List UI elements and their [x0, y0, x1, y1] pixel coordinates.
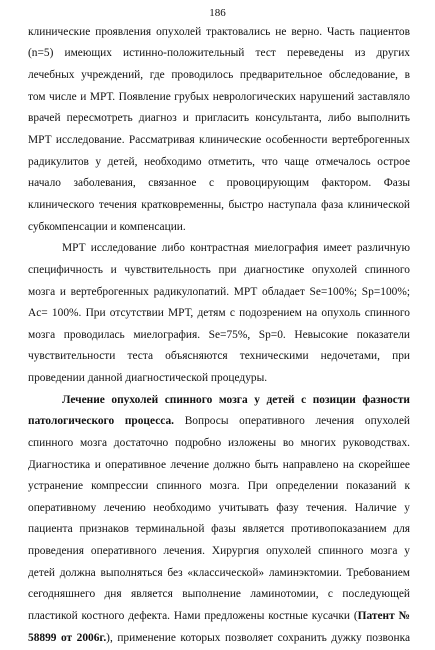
text-line	[28, 414, 410, 428]
text-line: пациента признаков терминальной фазы является противопоказанием для	[28, 523, 410, 535]
text-line: клинического течения кратковременны, быстро наступала фаза клинической	[28, 199, 410, 211]
patent-reference: Патент №	[357, 610, 410, 622]
text-line: мозга проводилась миелография. Se=75%, Sp=0. Невысокие показатели	[28, 329, 410, 341]
section-heading-continued: патологического процесса.	[28, 415, 174, 427]
text-fragment: Вопросы оперативного лечения опухолей	[174, 415, 411, 427]
text-line: МРТ исследование. Рассматривая клинические особенности вертеброгенных	[28, 134, 410, 146]
text-line: спинного мозга достаточно подробно изложены во многих руководствах.	[28, 437, 410, 449]
text-line: том числе и МРТ. Появление грубых неврологических нарушений заставляло	[28, 91, 410, 103]
text-line	[28, 609, 410, 623]
patent-reference-continued: 58899 от 2006г.	[28, 632, 107, 644]
text-line: мозга и вертеброгенных радикулопатий. МРТ обладает Se=100%; Sp=100%;	[28, 286, 410, 298]
text-line: субкомпенсации и компенсации.	[28, 221, 186, 233]
text-fragment: пластикой костного дефекта. Нами предложены костные кусачки (	[28, 610, 358, 622]
text-line: начало заболевания, связанное с провоцирующим фактором. Фазы	[28, 177, 410, 189]
text-line: радикулитов у детей, необходимо отметить, что чаще отмечалось острое	[28, 156, 410, 168]
text-line: Диагностика и оперативное лечение должно быть направлено на скорейшее	[28, 459, 410, 471]
text-line: клинические проявления опухолей трактовались не верно. Часть пациентов	[28, 26, 410, 38]
text-fragment: ), применение которых позволяет сохранить дужку позвонка	[106, 632, 410, 644]
page-number: 186	[209, 7, 226, 19]
text-line	[28, 631, 410, 645]
text-line: лечебных учреждений, где проводилось предварительное обследование, в	[28, 69, 410, 81]
text-line: (n=5) имеющих истинно-положительный тест переведены из других	[28, 47, 410, 59]
text-line: врачей пересмотреть диагноз и пригласить консультанта, либо выполнить	[28, 112, 410, 124]
text-line: проведения оперативного лечения. Хирургия опухолей спинного мозга у	[28, 545, 410, 557]
text-line: МРТ исследование либо контрастная миелография имеет различную	[62, 242, 410, 254]
text-line: детей должна выполняться без «классической» ламинэктомии. Требованием	[28, 567, 410, 579]
section-heading: Лечение опухолей спинного мозга у детей с позиции фазности	[62, 394, 410, 406]
text-line: проведении данной диагностической процедуры.	[28, 372, 268, 384]
text-line: Ac= 100%. При отсутствии МРТ, детям с подозрением на опухоль спинного	[28, 307, 410, 319]
text-line: чувствительности теста объясняются техническими недочетами, при	[28, 350, 410, 362]
text-line: специфичность и чувствительность при диагностике опухолей спинного	[28, 264, 410, 276]
text-line: сегодняшнего дня является выполнение ламинотомии, с последующей	[28, 588, 410, 600]
text-line: устранение компрессии спинного мозга. При определении показаний к	[28, 480, 410, 492]
section-heading-line	[62, 393, 410, 407]
text-line: оперативному лечению необходимо учитывать фазу течения. Наличие у	[28, 502, 410, 514]
